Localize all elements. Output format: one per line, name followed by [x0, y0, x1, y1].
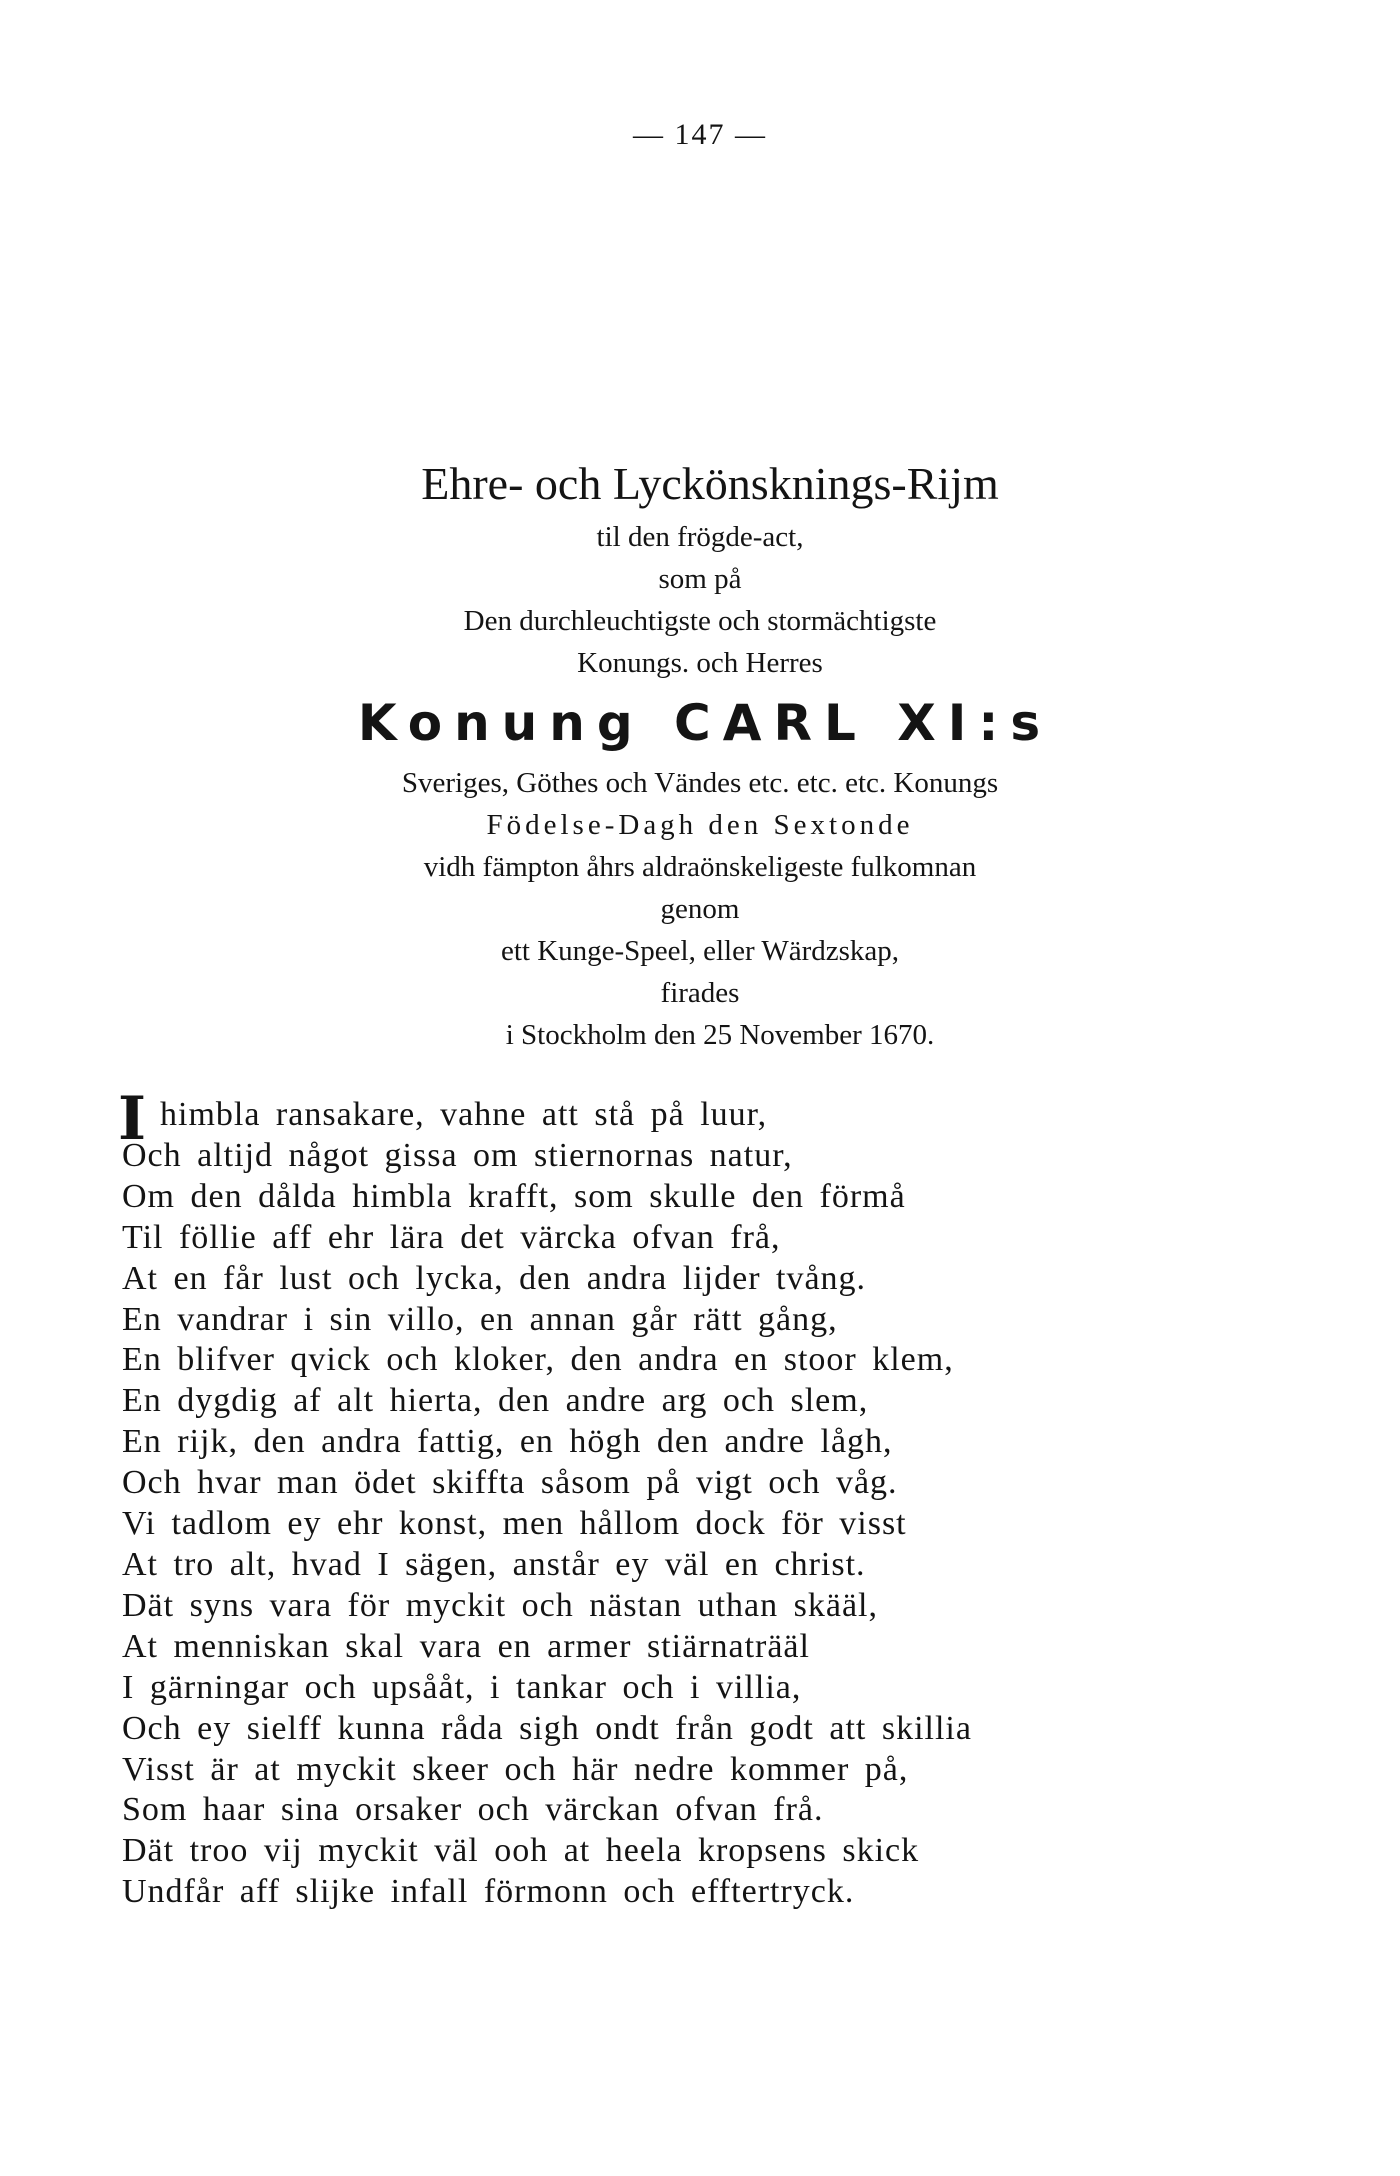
poem-line: Som haar sina orsaker och värckan ofvan frå. — [122, 1791, 824, 1829]
decorated-initial: I — [118, 1084, 148, 1154]
page-number: — 147 — — [633, 118, 767, 151]
poem-first-line — [118, 1084, 1282, 1154]
poem-line: Dät syns vara för myckit och nästan uthan skääl, — [122, 1586, 878, 1624]
title-line: firades — [660, 977, 740, 1009]
poem-line: Vi tadlom ey ehr konst, men hållom dock för visst — [122, 1505, 907, 1543]
poem-line: En rijk, den andra fattig, en högh den andre lågh, — [122, 1423, 893, 1461]
title-line: vidh fämpton åhrs aldraönskeligeste fulkomnan — [423, 851, 977, 883]
poem-line: Dät troo vij myckit väl ooh at heela kropsens skick — [122, 1832, 920, 1870]
poem-line: I gärningar och upsååt, i tankar och i villia, — [122, 1668, 802, 1706]
title-line: i Stockholm den 25 November 1670. — [505, 1019, 935, 1051]
poem-line: At en får lust och lycka, den andra lijder tvång. — [122, 1259, 867, 1297]
poem-line: Och ey sielff kunna råda sigh ondt från godt att skillia — [122, 1709, 972, 1747]
poem-line: At tro alt, hvad I sägen, anstår ey väl en christ. — [122, 1545, 866, 1583]
title-line: Födelse-Dagh den Sextonde — [486, 809, 914, 841]
king-name-heading: Konung CARL XI:s — [357, 694, 1053, 752]
title-line: Konungs. och Herres — [577, 647, 823, 679]
main-title: Ehre- och Lyckönsknings-Rijm — [421, 458, 999, 509]
poem-line: Och hvar man ödet skiffta såsom på vigt och våg. — [122, 1464, 898, 1502]
poem-first-line-text: himbla ransakare, vahne att stå på luur, — [160, 1096, 768, 1133]
poem-line: En dygdig af alt hierta, den andre arg och slem, — [122, 1382, 869, 1420]
title-line: Den durchleuchtigste och stormächtigste — [463, 605, 937, 637]
poem-line: Visst är at myckit skeer och här nedre kommer på, — [122, 1750, 909, 1788]
poem-line: Om den dålda himbla krafft, som skulle den förmå — [122, 1177, 906, 1215]
poem-line: Och altijd något gissa om stiernornas natur, — [122, 1136, 793, 1174]
poem-line: Til föllie aff ehr lära det värcka ofvan frå, — [122, 1218, 781, 1256]
title-line: genom — [660, 893, 740, 925]
poem-line: Undfår aff slijke infall förmonn och efftertryck. — [122, 1873, 855, 1911]
poem-line: En blifver qvick och kloker, den andra en stoor klem, — [122, 1341, 954, 1379]
title-line: ett Kunge-Speel, eller Wärdzskap, — [500, 935, 900, 967]
poem-line: En vandrar i sin villo, en annan går rätt gång, — [122, 1300, 838, 1338]
title-line: Sveriges, Göthes och Vändes etc. etc. etc. Konungs — [401, 767, 999, 799]
title-block — [0, 452, 1400, 1056]
poem — [118, 1084, 1282, 1913]
title-line: til den frögde-act, — [596, 521, 804, 553]
poem-line: At menniskan skal vara en armer stiärnaträäl — [122, 1627, 810, 1665]
title-line: som på — [658, 563, 742, 595]
